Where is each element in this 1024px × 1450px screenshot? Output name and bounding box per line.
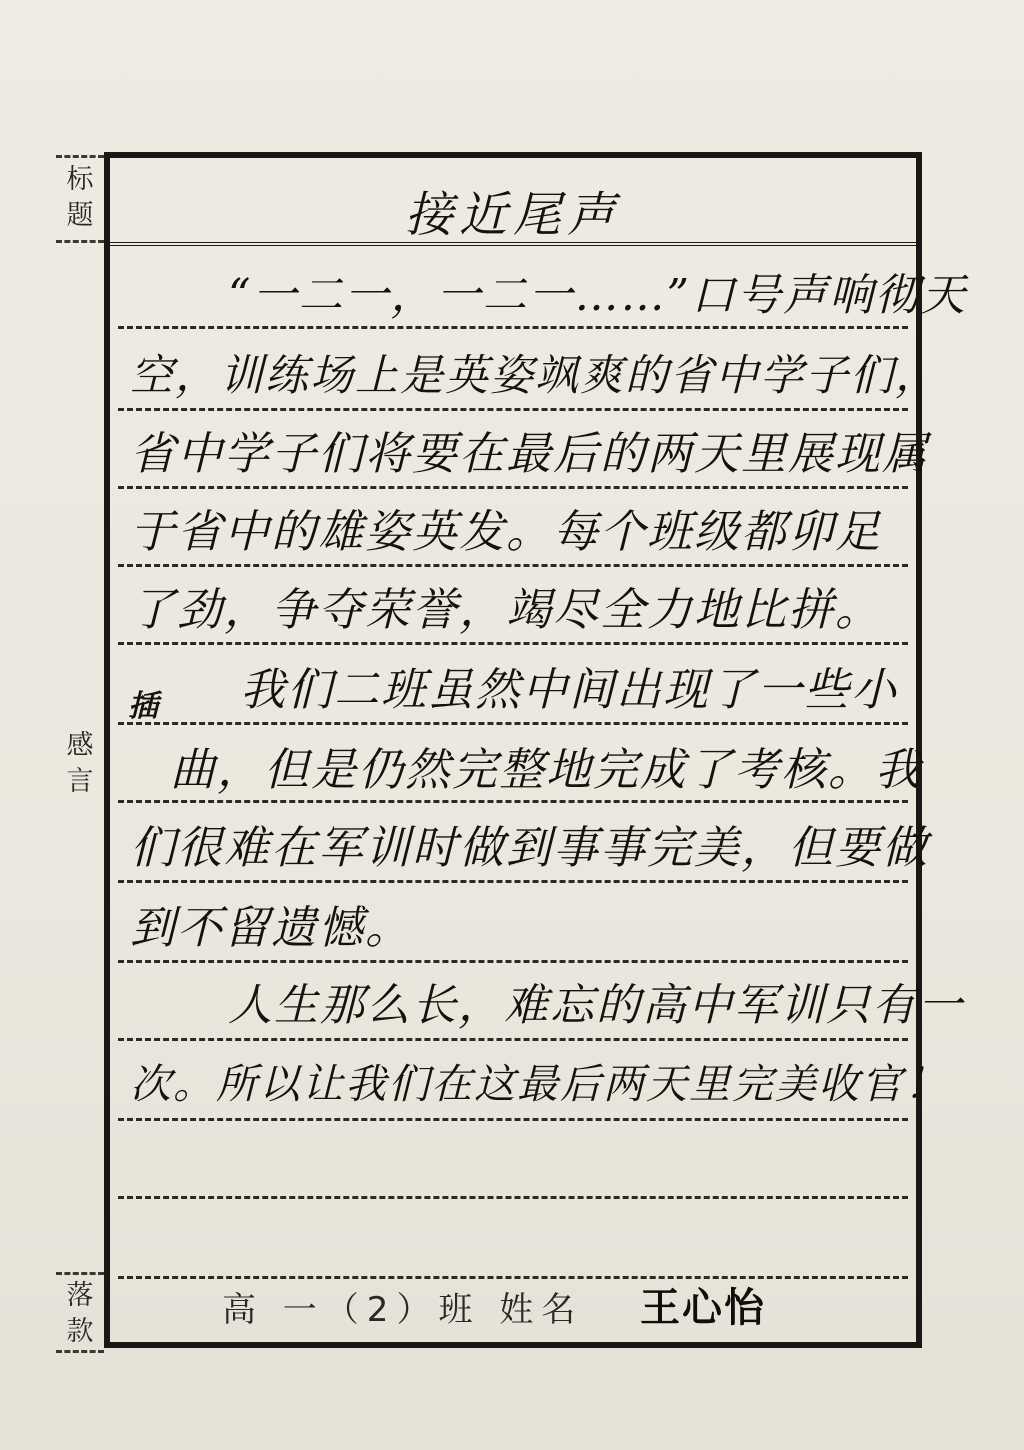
writing-frame — [104, 152, 967, 1348]
text-line-4: 于省中的雄姿英发。每个班级都卯足 — [130, 505, 883, 558]
ruled-line — [118, 722, 908, 725]
ruled-line — [118, 800, 908, 803]
ruled-line — [118, 408, 908, 411]
ruled-line — [118, 1038, 908, 1041]
student-name: 王心怡 — [640, 1284, 766, 1331]
correction-mark: 插 — [128, 689, 158, 724]
text-line-1: “一二一，一二一……”口号声响彻天 — [228, 270, 967, 321]
ruled-line — [118, 642, 908, 645]
ruled-line — [118, 1196, 908, 1199]
footer-section-label: 落款 — [66, 1280, 94, 1347]
text-line-9: 到不留遗憾。 — [130, 901, 413, 954]
ruled-line — [118, 880, 908, 883]
text-line-11: 次。所以让我们在这最后两天里完美收官！ — [130, 1060, 947, 1108]
margin-dash — [56, 240, 104, 243]
text-line-10: 人生那么长，难忘的高中军训只有一 — [228, 980, 964, 1031]
text-line-7: 曲，但是仍然完整地完成了考核。我 — [170, 743, 923, 796]
margin-dash — [56, 1272, 104, 1275]
title-section-label: 标题 — [66, 164, 94, 231]
margin-dash — [56, 155, 104, 158]
body-section-label: 感言 — [66, 730, 94, 797]
ruled-line — [118, 1118, 908, 1121]
text-line-8: 们很难在军训时做到事事完美，但要做 — [130, 821, 930, 874]
text-line-2: 空，训练场上是英姿飒爽的省中学子们， — [130, 351, 940, 401]
text-line-5: 了劲，争夺荣誉，竭尽全力地比拼。 — [130, 583, 883, 636]
essay-title: 接近尾声 — [404, 187, 621, 243]
title-row — [110, 158, 916, 246]
ruled-line — [118, 326, 908, 329]
margin-dash — [56, 1350, 104, 1353]
ruled-line — [118, 960, 908, 963]
ruled-line — [118, 486, 908, 489]
class-label: 高 一（2）班 姓名 — [222, 1290, 584, 1330]
text-line-3: 省中学子们将要在最后的两天里展现属 — [130, 427, 930, 480]
text-line-6: 我们二班虽然中间出现了一些小 — [240, 663, 899, 716]
footer-row — [110, 1272, 916, 1342]
ruled-line — [118, 564, 908, 567]
